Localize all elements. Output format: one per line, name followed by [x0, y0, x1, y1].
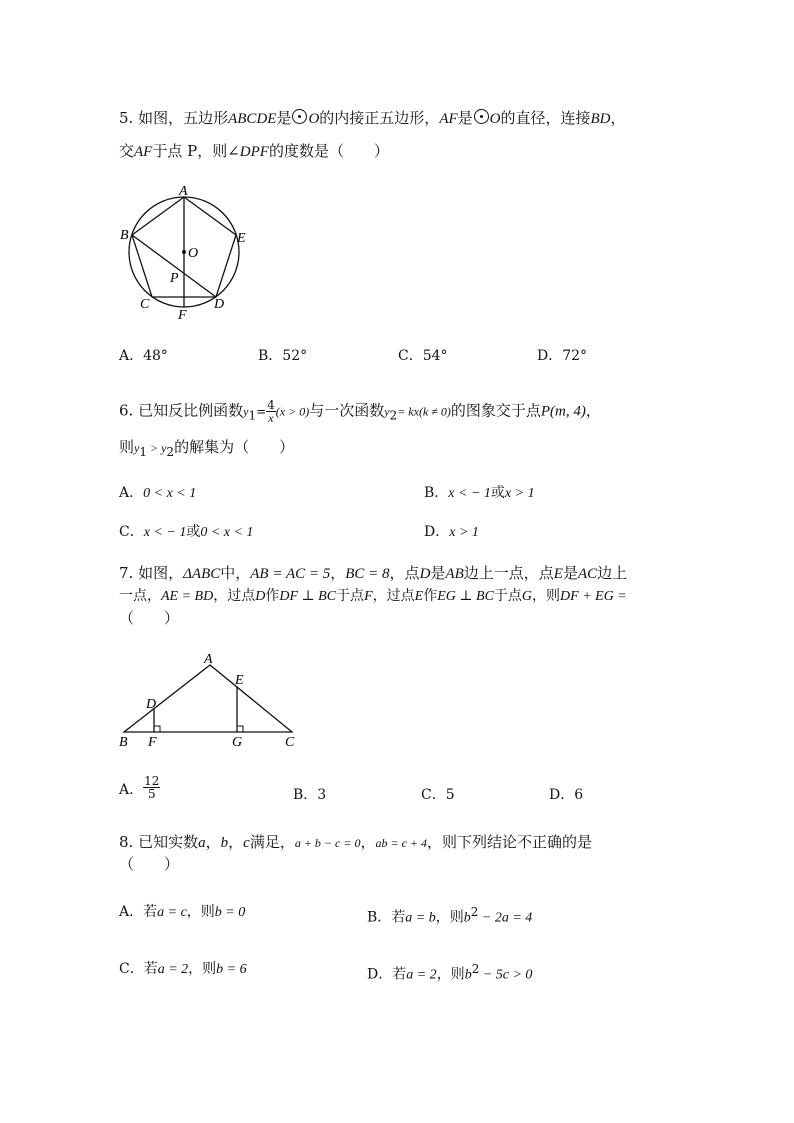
q5-pentagon-figure: [115, 180, 255, 325]
label-e: E: [235, 673, 244, 688]
q5-option-d[interactable]: D．72°: [537, 348, 588, 364]
label-p: P: [170, 271, 179, 286]
circle-dot-icon: [474, 109, 489, 124]
label-b: B: [119, 735, 128, 750]
label-o: O: [188, 246, 199, 261]
label-g: G: [232, 735, 243, 750]
q5-number: 5.: [119, 109, 134, 127]
q8-number: 8.: [119, 833, 134, 851]
q6-line2: 则$y_1 > y_2$的解集为（ ）: [119, 438, 295, 459]
label-d: D: [214, 297, 225, 312]
q6-option-a[interactable]: A．0 < x < 1: [119, 485, 197, 501]
q7-option-b[interactable]: B．3: [293, 787, 327, 803]
q6-option-c[interactable]: C．x < − 1或0 < x < 1: [119, 524, 254, 540]
q8-option-b[interactable]: B．若a = b，则$b^2 - 2a = 4$: [367, 905, 533, 926]
q7-number: 7.: [119, 564, 134, 582]
q6-option-d[interactable]: D．x > 1: [424, 524, 479, 540]
label-a: A: [204, 652, 213, 667]
q7-option-a[interactable]: A． $\frac{12}{5}$: [119, 774, 160, 801]
label-e: E: [237, 231, 246, 246]
circle-dot-icon: [292, 109, 307, 124]
q8-option-d[interactable]: D．若a = 2，则$b^2 - 5c > 0$: [367, 962, 533, 983]
q5-option-a[interactable]: A．48°: [119, 348, 168, 364]
right-angle-g: [237, 726, 243, 732]
q7-triangle-figure: [110, 648, 310, 752]
q7-line2: 一点，AE = BD，过点D作DF ⊥ BC于点F，过点E作EG ⊥ BC于点G，则DF + EG =: [119, 588, 627, 604]
label-c: C: [140, 297, 150, 312]
label-f: F: [148, 735, 157, 750]
q6-number: 6.: [119, 401, 134, 420]
fraction-4-over-x: $\frac{4}{x}$: [267, 398, 275, 425]
q7-option-d[interactable]: D．6: [549, 787, 584, 803]
q6-option-b[interactable]: B．x < − 1或x > 1: [424, 485, 535, 501]
fraction-12-over-5: $\frac{12}{5}$: [144, 774, 160, 801]
q5-line2: 交AF于点 P，则∠DPF的度数是（ ）: [119, 142, 389, 160]
q7-option-c[interactable]: C．5: [421, 787, 455, 803]
label-f: F: [178, 308, 187, 323]
q8-line1: 8. 已知实数a，b，c满足，a + b − c = 0，ab = c + 4，则下列结论不正确的是: [119, 833, 593, 851]
q7-line1: 7. 如图，ΔABC中，AB = AC = 5，BC = 8，点D是AB边上一点，点E是AC边上: [119, 564, 628, 582]
label-a: A: [179, 184, 188, 199]
q8-line2: （ ）: [119, 855, 180, 873]
q8-option-a[interactable]: A．若a = c，则b = 0: [119, 904, 246, 920]
q5-line1: 5. 如图，五边形ABCDE是 O的内接正五边形，AF是 O的直径，连接BD，: [119, 109, 626, 127]
q7-line3: （ ）: [119, 609, 180, 627]
q5-option-b[interactable]: B．52°: [258, 348, 308, 364]
right-angle-f: [154, 726, 160, 732]
label-c: C: [285, 735, 295, 750]
q6-line1: 6. 已知反比例函数$y_1=$ $\frac{4}{x}$ (x > 0)与一次函数$y_2= kx(k \ne 0)$的图象交于点P(m, 4)，: [119, 398, 601, 425]
label-b: B: [120, 228, 129, 243]
q5-option-c[interactable]: C．54°: [398, 348, 448, 364]
label-d: D: [146, 697, 157, 712]
segment-bd: [132, 235, 216, 297]
q8-option-c[interactable]: C．若a = 2，则b = 6: [119, 961, 247, 977]
center-point: [182, 250, 186, 254]
